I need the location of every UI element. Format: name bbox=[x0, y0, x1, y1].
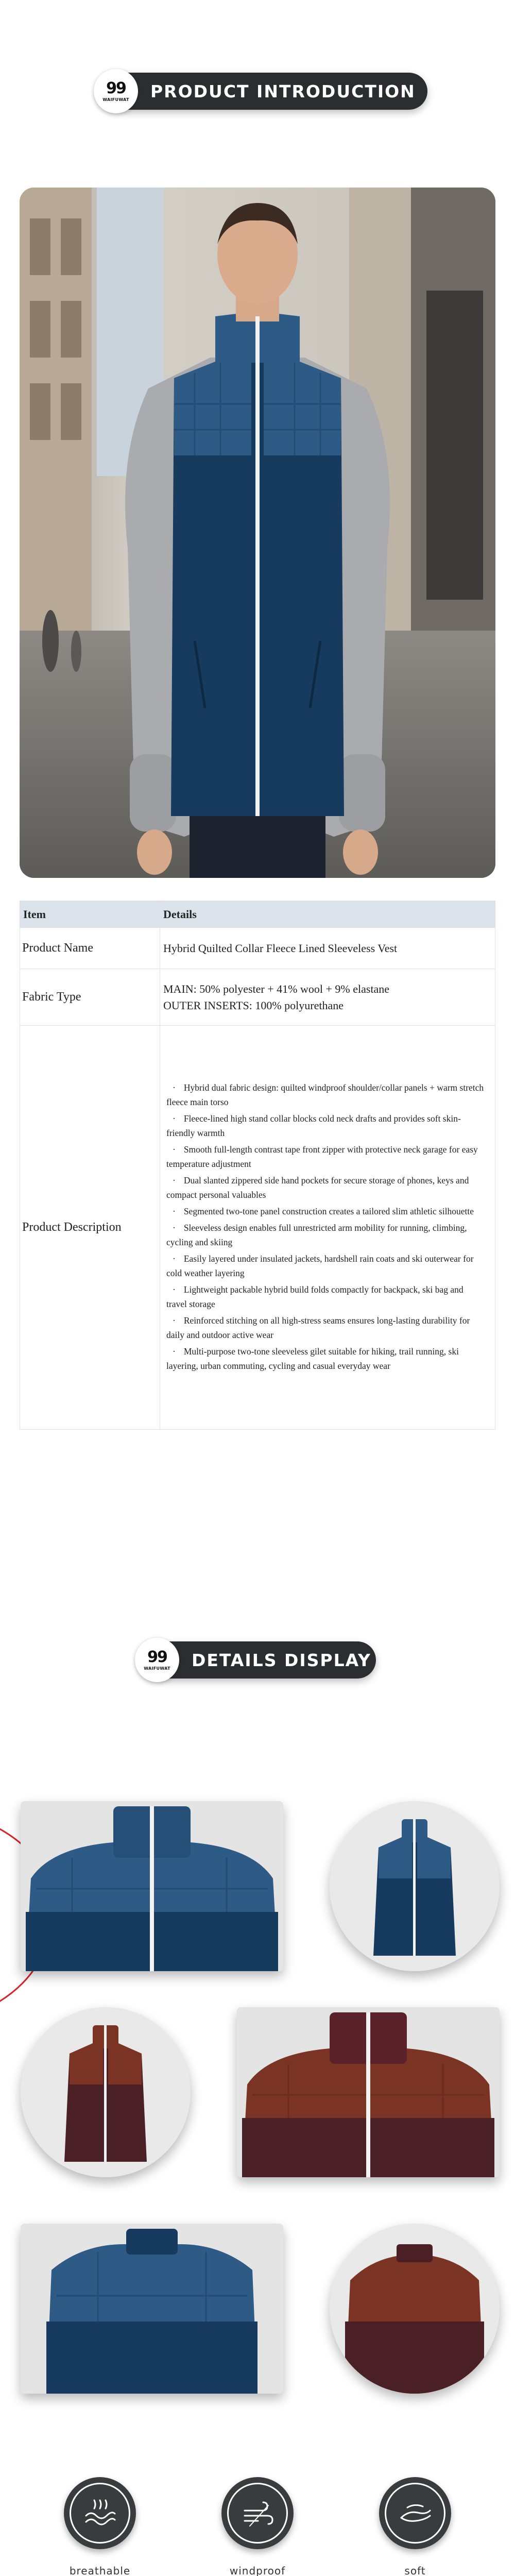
detail-navy-back bbox=[21, 2224, 283, 2394]
list-item: · Fleece-lined high stand collar blocks cold neck drafts and provides soft skin-friendly warmth bbox=[166, 1111, 485, 1140]
list-item: · Smooth full-length contrast tape front zipper with protective neck garage for easy temperature adjustment bbox=[166, 1142, 485, 1171]
hero-model-photo bbox=[20, 188, 495, 878]
detail-maroon-collar-closeup bbox=[237, 2007, 500, 2177]
feature-windproof bbox=[206, 2477, 309, 2576]
navy-back-illustration bbox=[21, 2224, 283, 2394]
details-display-banner bbox=[139, 1641, 376, 1679]
brand-logo-number: 99 bbox=[106, 79, 126, 97]
feature-label: soft bbox=[404, 2565, 426, 2576]
brand-logo-name: WAIFUWAT bbox=[144, 1666, 170, 1671]
feature-label: windproof bbox=[229, 2565, 286, 2576]
list-item: · Reinforced stitching on all high-stress seams ensures long-lasting durability for daily and outdoor active wear bbox=[166, 1313, 485, 1342]
list-item: · Sleeveless design enables full unrestricted arm mobility for running, climbing, cycling and skiing bbox=[166, 1221, 485, 1249]
spec-table bbox=[20, 901, 495, 1430]
detail-maroon-vest-full bbox=[21, 2007, 191, 2177]
table-row bbox=[20, 928, 495, 969]
product-description-value bbox=[160, 1026, 495, 1430]
fabric-type-label: Fabric Type bbox=[20, 969, 160, 1026]
breathable-icon bbox=[82, 2495, 118, 2531]
description-list bbox=[163, 1080, 490, 1373]
product-name-label: Product Name bbox=[20, 928, 160, 969]
maroon-collar-illustration bbox=[237, 2007, 500, 2177]
windproof-icon bbox=[239, 2495, 276, 2531]
table-row bbox=[20, 1026, 495, 1430]
list-item: · Lightweight packable hybrid build folds compactly for backpack, ski bag and travel storage bbox=[166, 1282, 485, 1311]
feature-breathable bbox=[48, 2477, 151, 2576]
product-introduction-banner bbox=[98, 73, 427, 110]
brand-logo bbox=[94, 69, 138, 113]
maroon-back-illustration bbox=[330, 2224, 500, 2394]
hero-model-illustration bbox=[20, 188, 495, 878]
header-details: Details bbox=[160, 901, 495, 928]
list-item: · Hybrid dual fabric design: quilted windproof shoulder/collar panels + warm stretch fleece main torso bbox=[166, 1080, 485, 1109]
fabric-type-value bbox=[160, 969, 495, 1026]
fabric-outer: OUTER INSERTS: 100% polyurethane bbox=[163, 998, 344, 1012]
spec-table-header bbox=[20, 901, 495, 928]
navy-vest-illustration bbox=[330, 1801, 500, 1971]
maroon-vest-illustration bbox=[21, 2007, 191, 2177]
table-row bbox=[20, 969, 495, 1026]
list-item: · Easily layered under insulated jackets, hardshell rain coats and ski outerwear for cold weather layering bbox=[166, 1251, 485, 1280]
soft-icon bbox=[397, 2495, 433, 2531]
section-title: PRODUCT INTRODUCTION bbox=[150, 81, 416, 101]
fabric-main: MAIN: 50% polyester + 41% wool + 9% elastane bbox=[163, 982, 390, 995]
list-item: · Dual slanted zippered side hand pockets for secure storage of phones, keys and compact personal valuables bbox=[166, 1173, 485, 1202]
feature-soft bbox=[364, 2477, 467, 2576]
brand-logo bbox=[135, 1638, 179, 1682]
section-title: DETAILS DISPLAY bbox=[192, 1650, 371, 1670]
navy-collar-illustration bbox=[21, 1801, 283, 1971]
detail-navy-collar-closeup bbox=[21, 1801, 283, 1971]
detail-navy-vest-full bbox=[330, 1801, 500, 1971]
detail-maroon-back bbox=[330, 2224, 500, 2394]
header-item: Item bbox=[20, 901, 160, 928]
product-description-label: Product Description bbox=[20, 1026, 160, 1430]
list-item: · Multi-purpose two-tone sleeveless gilet suitable for hiking, trail running, ski layering, urban commuting, cycling and casual everyday wear bbox=[166, 1344, 485, 1373]
brand-logo-number: 99 bbox=[147, 1648, 167, 1666]
list-item: · Segmented two-tone panel construction creates a tailored slim athletic silhouette bbox=[166, 1204, 485, 1218]
product-name-value: Hybrid Quilted Collar Fleece Lined Sleeveless Vest bbox=[160, 928, 495, 969]
feature-label: breathable bbox=[69, 2565, 131, 2576]
brand-logo-name: WAIFUWAT bbox=[102, 97, 129, 102]
